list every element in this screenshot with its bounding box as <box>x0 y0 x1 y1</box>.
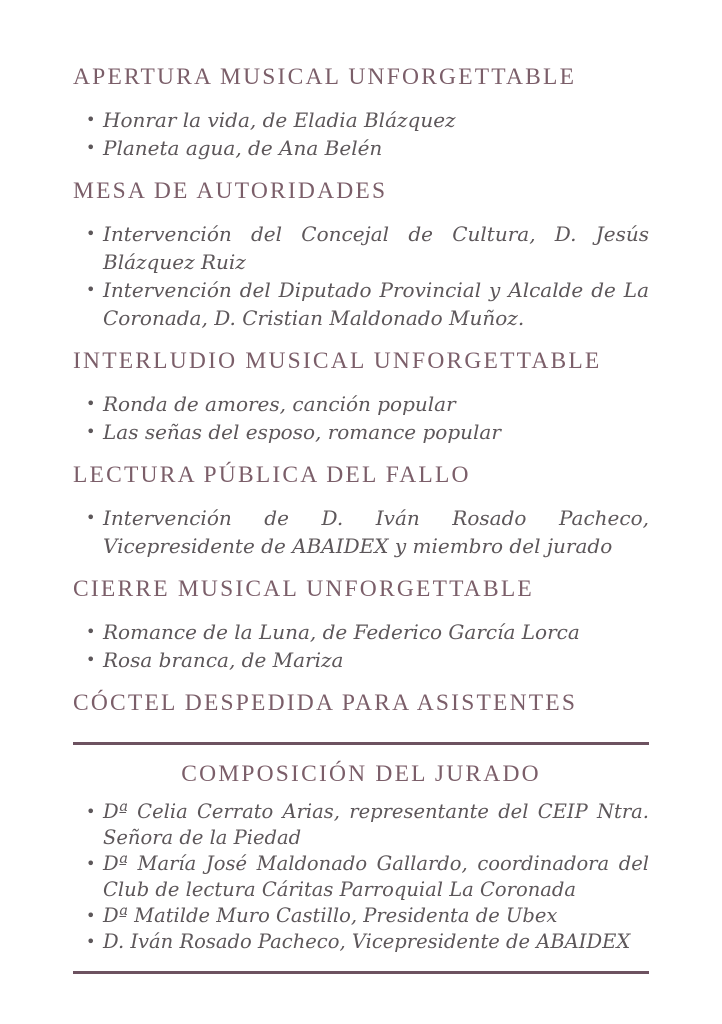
section-items <box>73 106 649 162</box>
program-item: • Intervención de D. Iván Rosado Pacheco, Vicepresidente de ABAIDEX y miembro del jurado <box>73 504 649 560</box>
jury-member: • Dª María José Maldonado Gallardo, coordinadora del Club de lectura Cáritas Parroquial La Coronada <box>73 851 649 903</box>
program-item: • Honrar la vida, de Eladia Blázquez <box>73 106 649 134</box>
jury-member: • Dª Celia Cerrato Arias, representante del CEIP Ntra. Señora de la Piedad <box>73 799 649 851</box>
section-items <box>73 390 649 446</box>
section-items <box>73 618 649 674</box>
program-section-mesa-autoridades <box>73 178 649 332</box>
section-title: CIERRE MUSICAL UNFORGETTABLE <box>73 576 534 602</box>
program-item: • Las señas del esposo, romance popular <box>73 418 649 446</box>
section-title: INTERLUDIO MUSICAL UNFORGETTABLE <box>73 348 602 374</box>
program-item: • Intervención del Diputado Provincial y Alcalde de La Coronada, D. Cristian Maldonado Muñoz. <box>73 276 649 332</box>
section-title: MESA DE AUTORIDADES <box>73 178 388 204</box>
program-section-lectura-fallo <box>73 462 649 560</box>
divider-bottom <box>73 971 649 974</box>
program-section-interludio <box>73 348 649 446</box>
program-item: • Rosa branca, de Mariza <box>73 646 649 674</box>
program-item: • Planeta agua, de Ana Belén <box>73 134 649 162</box>
program-section-cierre <box>73 576 649 674</box>
program-item: • Romance de la Luna, de Federico García Lorca <box>73 618 649 646</box>
section-items <box>73 220 649 332</box>
program-item: • Ronda de amores, canción popular <box>73 390 649 418</box>
jury-title: COMPOSICIÓN DEL JURADO <box>181 761 541 787</box>
program-section-coctel <box>73 690 649 716</box>
jury-member: • D. Iván Rosado Pacheco, Vicepresidente de ABAIDEX <box>73 929 649 955</box>
section-title: LECTURA PÚBLICA DEL FALLO <box>73 462 471 488</box>
section-items <box>73 504 649 560</box>
jury-member: • Dª Matilde Muro Castillo, Presidenta de Ubex <box>73 903 649 929</box>
jury-items <box>73 799 649 955</box>
program-item: • Intervención del Concejal de Cultura, D. Jesús Blázquez Ruiz <box>73 220 649 276</box>
section-title: CÓCTEL DESPEDIDA PARA ASISTENTES <box>73 690 578 716</box>
section-title: APERTURA MUSICAL UNFORGETTABLE <box>73 64 577 90</box>
divider-top <box>73 742 649 745</box>
program-list <box>73 64 649 716</box>
program-section-apertura <box>73 64 649 162</box>
jury-section <box>73 761 649 955</box>
